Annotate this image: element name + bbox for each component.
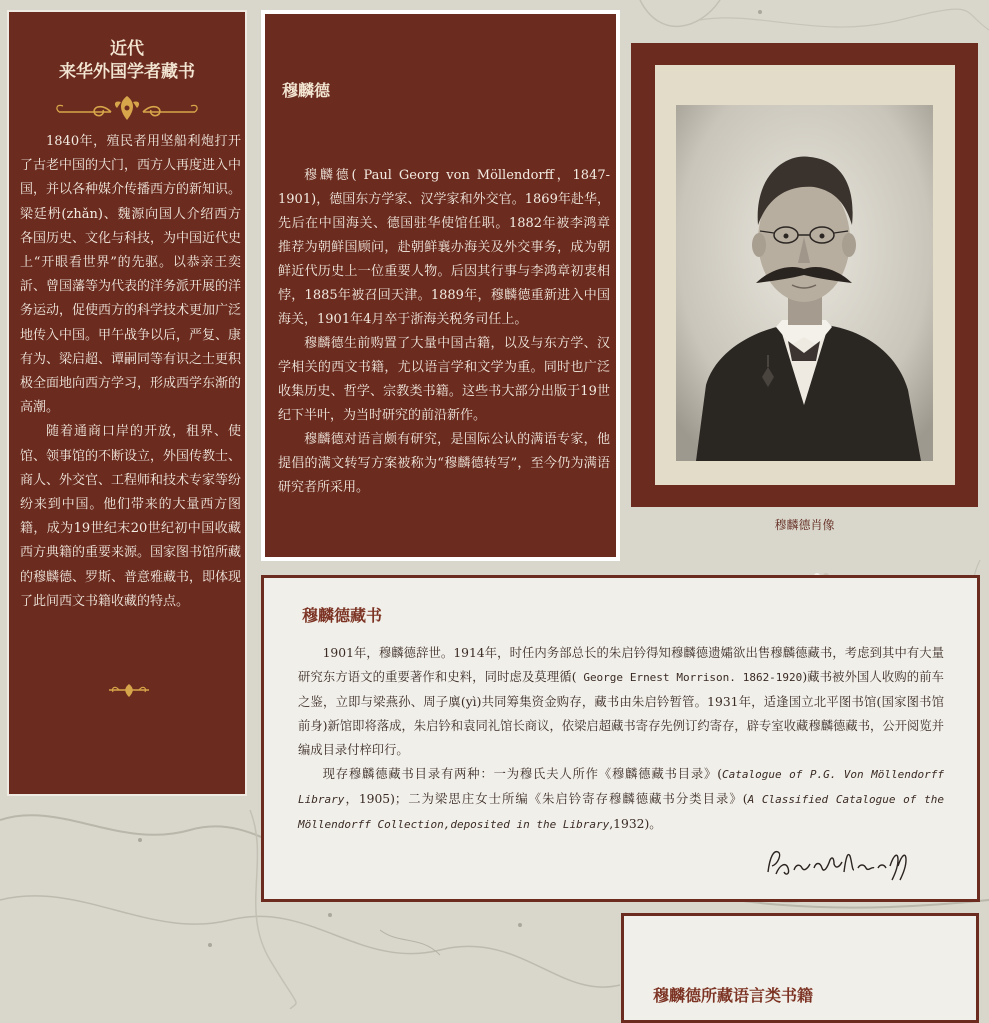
portrait-caption: 穆麟德肖像 (774, 518, 835, 532)
collection-title: 穆麟德藏书 (302, 606, 383, 625)
portrait-frame (631, 43, 978, 507)
english-title: A Classified Catalogue of the Möllendorff Collection,deposited in the Library (298, 793, 944, 831)
text-span: ,1932)。 (609, 817, 662, 831)
intro-title-line2: 来华外国学者藏书 (59, 62, 195, 82)
text-span: )藏书被外国人收购的前车之鉴，立即与梁燕孙、周子廙(yì)共同筹集资金购存，藏书由朱启钤暂管。1931年，适逢国立北平图书馆(国家图书馆前身)新馆即将落成，朱启钤和袁同礼馆长商议，依梁启超藏书寄存先例订约寄存，辟专室收藏穆麟德藏书，公开阅览并编成目录付梓印行。 (298, 670, 944, 757)
intro-panel (7, 10, 247, 796)
english-name: George Ernest Morrison. 1862-1920 (576, 671, 803, 684)
intro-paragraph: 1840年，殖民者用坚船利炮打开了古老中国的大门，西方人再度进入中国，并以各种媒介传播西方的新知识。梁廷枬(zhǎn)、魏源向国人介绍西方各国历史、文化与科技，为中国近代史上“开眼看世界”的先驱。以恭亲王奕訢、曾国藩等为代表的洋务派开展的洋务运动，促使西方的科学技术更加广泛地传入中国。甲午战争以后，严复、康有为、梁启超、谭嗣同等有识之士更积极全面地向西方学习，形成西学东渐的高潮。 (20, 134, 242, 416)
collection-paragraph-1 (298, 641, 944, 762)
ornament-small-icon (107, 682, 151, 700)
bio-paragraph: 穆麟德生前购置了大量中国古籍，以及与东方学、汉学相关的西文书籍，尤以语言学和文学为重。同时也广泛收集历史、哲学、宗教类书籍。这些书大部分出版于19世纪下半叶，为当时研究的前沿新作。 (278, 336, 610, 423)
language-books-panel (621, 913, 979, 1023)
signature-image (764, 846, 914, 882)
ornament-icon (55, 94, 199, 124)
intro-paragraph: 随着通商口岸的开放，租界、使馆、领事馆的不断设立，外国传教士、商人、外交官、工程师和技术专家等纷纷来到中国。他们带来的大量西方图籍，成为19世纪末20世纪初中国收藏西方典籍的重要来源。国家图书馆所藏的穆麟德、罗斯、普意雅藏书，即体现了此间西文书籍收藏的特点。 (20, 424, 242, 609)
bio-paragraph: 穆麟德( Paul Georg von Möllendorff，1847-1901)，德国东方学家、汉学家和外交官。1869年赴华，先后在中国海关、德国驻华使馆任职。1882年被李鸿章推荐为朝鲜国顾问，赴朝鲜襄办海关及外交事务，成为朝鲜近代历史上一位重要人物。后因其行事与李鸿章初衷相悖，1885年被召回天津。1889年，穆麟德重新进入中国海关，1901年4月卒于浙海关税务司任上。 (278, 168, 610, 327)
intro-title (9, 38, 245, 84)
english-title: Catalogue of P.G. Von Möllendorff Library (298, 768, 944, 806)
language-books-title: 穆麟德所藏语言类书籍 (653, 986, 814, 1005)
portrait-mat (655, 65, 955, 485)
text-span: ，1905)；二为梁思庄女士所编《朱启钤寄存穆麟德藏书分类目录》( (344, 792, 748, 806)
bio-panel (261, 10, 620, 561)
collection-panel (261, 575, 980, 902)
text-span: 1901年，穆麟德辞世。1914年，时任内务部总长的朱启钤得知穆麟德遗孀欲出售穆麟德藏书，考虑到其中有大量研究东方语文的重要著作和史料，同时虑及莫理循( (298, 646, 944, 684)
collection-text (298, 641, 944, 837)
text-span: 现存穆麟德藏书目录有两种：一为穆氏夫人所作《穆麟德藏书目录》( (322, 767, 723, 781)
bio-name: 穆麟德 (282, 81, 331, 100)
intro-text (20, 130, 241, 614)
collection-paragraph-2 (298, 762, 944, 837)
bio-text (278, 164, 610, 500)
bio-paragraph: 穆麟德对语言颇有研究，是国际公认的满语专家，他提倡的满文转写方案被称为“穆麟德转写”，至今仍为满语研究者所采用。 (278, 432, 610, 495)
portrait-image (676, 105, 933, 461)
intro-title-line1: 近代 (110, 39, 144, 59)
